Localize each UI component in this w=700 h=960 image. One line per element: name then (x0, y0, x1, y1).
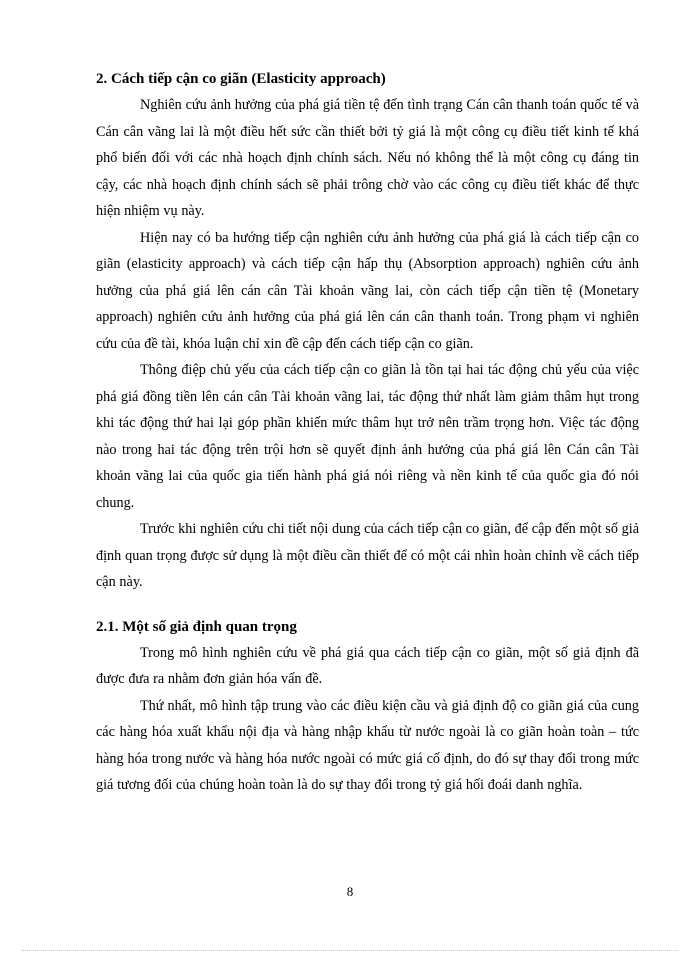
paragraph: Thứ nhất, mô hình tập trung vào các điều kiện cầu và giả định độ co giãn giá của cung các hàng hóa xuất khẩu nội địa và hàng nhập khẩu từ nước ngoài là co giãn hoàn toàn – tức hàng hóa trong nước và hàng hóa nước ngoài có mức giá cố định, do đó sự thay đổi trong mức giá tương đối của chúng hoàn toàn là do sự thay đổi trong tỷ giá hối đoái danh nghĩa. (96, 697, 639, 793)
section-heading: 2. Cách tiếp cận co giãn (Elasticity approach) (96, 71, 386, 87)
paragraph: Nghiên cứu ảnh hưởng của phá giá tiền tệ đến tình trạng Cán cân thanh toán quốc tế và Cán cân vãng lai là một điều hết sức cần thiết bởi tỷ giá là một công cụ điều tiết kinh tế khá phổ biến đối với các nhà hoạch định chính sách. Nếu nó không thể là một công cụ đáng tin cậy, các nhà hoạch định chính sách sẽ phải trông chờ vào các công cụ điều tiết khác để thực hiện nhiệm vụ này. (96, 97, 639, 219)
page-number: 8 (346, 884, 354, 899)
paragraph: Hiện nay có ba hướng tiếp cận nghiên cứu ảnh hưởng của phá giá là cách tiếp cận co giãn (elasticity approach) và cách tiếp cận hấp thụ (Absorption approach) nghiên cứu ảnh hưởng của phá giá lên cán cân Tài khoản vãng lai, còn cách tiếp cận tiền tệ (Monetary approach) nghiên cứu ảnh hưởng của phá giá lên cán cân thanh toán. Trong phạm vi nghiên cứu của đề tài, khóa luận chỉ xin đề cập đến cách tiếp cận co giãn. (96, 229, 639, 352)
subsection-heading: 2.1. Một số giả định quan trọng (96, 618, 297, 635)
page-content (96, 66, 639, 799)
paragraph: Trước khi nghiên cứu chi tiết nội dung của cách tiếp cận co giãn, để cập đến một số giả định quan trọng được sử dụng là một điều cần thiết để có một cái nhìn hoàn chỉnh về cách tiếp cận này. (96, 521, 639, 590)
paragraph: Trong mô hình nghiên cứu về phá giá qua cách tiếp cận co giãn, một số giả định đã được đưa ra nhằm đơn giản hóa vấn đề. (96, 644, 639, 687)
paragraph: Thông điệp chủ yếu của cách tiếp cận co giãn là tồn tại hai tác động chủ yếu của việc phá giá đồng tiền lên cán cân Tài khoản vãng lai, tác động thứ nhất làm giảm thâm hụt trong khi tác động thứ hai lại góp phần khiến mức thâm hụt trở nên trầm trọng hơn. Việc tác động nào trong hai tác động trên trội hơn sẽ quyết định ảnh hưởng của phá giá lên Cán cân Tài khoản vãng lai của quốc gia tiến hành phá giá nói riêng và nền kinh tế của quốc gia đó nói chung. (96, 362, 639, 511)
page-bottom-divider (22, 950, 678, 951)
